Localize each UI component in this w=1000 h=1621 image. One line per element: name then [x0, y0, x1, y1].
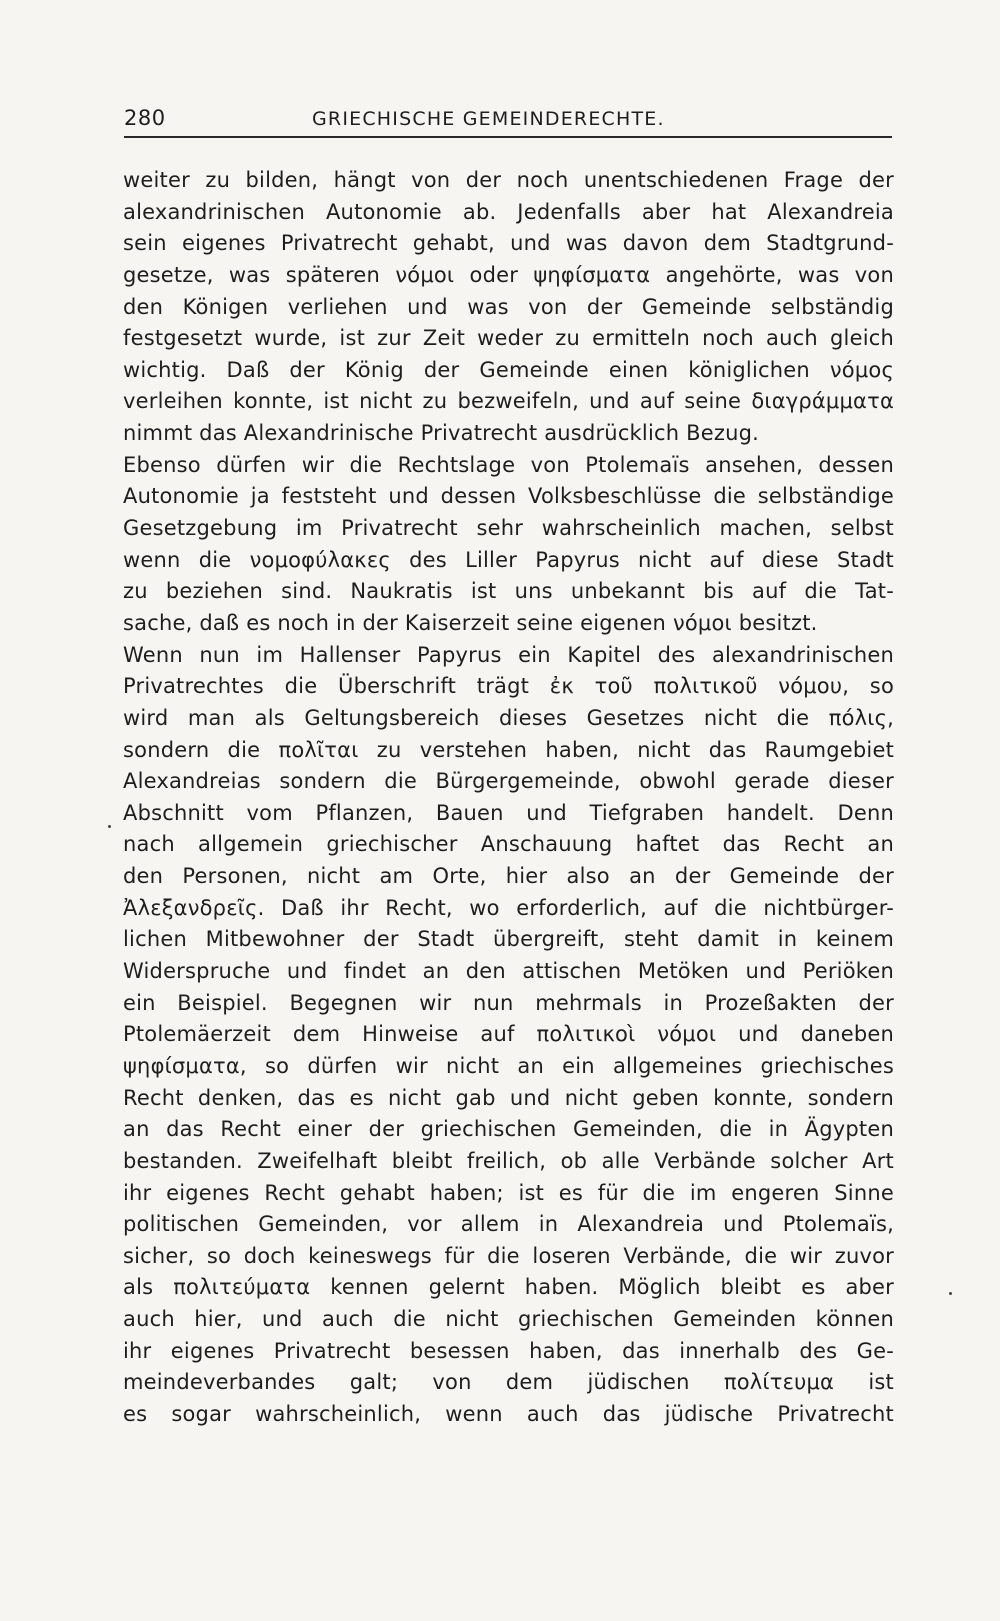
text-line: sein eigenes Privatrecht gehabt, und was davon dem Stadtgrund- [123, 231, 894, 256]
text-line: Abschnitt vom Pflanzen, Bauen und Tiefgraben handelt. Denn [123, 800, 894, 825]
text-line: Recht denken, das es nicht gab und nicht geben konnte, sondern [123, 1085, 894, 1110]
text-line: auch hier, und auch die nicht griechischen Gemeinden können [123, 1307, 894, 1332]
text-line: Gesetzgebung im Privatrecht sehr wahrscheinlich machen, selbst [123, 516, 894, 541]
text-line: nimmt das Alexandrinische Privatrecht ausdrücklich Bezug. [123, 421, 759, 446]
text-line: politischen Gemeinden, vor allem in Alexandreia und Ptolemaïs, [123, 1212, 894, 1237]
margin-speck [949, 1292, 952, 1295]
text-line: an das Recht einer der griechischen Gemeinden, die in Ägypten [123, 1117, 894, 1142]
text-line: bestanden. Zweifelhaft bleibt freilich, ob alle Verbände solcher Art [123, 1148, 894, 1173]
text-line: wenn die νομοφύλακες des Liller Papyrus nicht auf diese Stadt [123, 547, 894, 572]
text-line: sache, daß es noch in der Kaiserzeit seine eigenen νόμοι besitzt. [123, 610, 818, 635]
text-line: als πολιτεύματα kennen gelernt haben. Möglich bleibt es aber [123, 1275, 894, 1300]
text-line: es sogar wahrscheinlich, wenn auch das jüdische Privatrecht [123, 1401, 894, 1426]
text-line: nach allgemein griechischer Anschauung haftet das Recht an [123, 832, 894, 857]
header-rule [124, 136, 892, 138]
text-line: ihr eigenes Recht gehabt haben; ist es für die im engeren Sinne [123, 1180, 894, 1205]
text-line: den Personen, nicht am Orte, hier also an der Gemeinde der [123, 864, 894, 889]
text-line: sondern die πολῖται zu verstehen haben, nicht das Raumgebiet [123, 737, 894, 762]
text-line: wird man als Geltungsbereich dieses Gesetzes nicht die πόλις, [123, 705, 894, 730]
text-line: Ptolemäerzeit dem Hinweise auf πολιτικοὶ νόμοι und daneben [123, 1022, 894, 1047]
text-line: Wenn nun im Hallenser Papyrus ein Kapitel des alexandrinischen [123, 642, 894, 667]
text-line: ein Beispiel. Begegnen wir nun mehrmals in Prozeßakten der [123, 990, 894, 1015]
text-line: zu beziehen sind. Naukratis ist uns unbekannt bis auf die Tat- [123, 579, 894, 604]
margin-speck [108, 825, 111, 828]
text-line: meindeverbandes galt; von dem jüdischen πολίτευμα ist [123, 1370, 894, 1395]
text-line: gesetze, was späteren νόμοι oder ψηφίσματα angehörte, was von [123, 262, 894, 287]
text-line: lichen Mitbewohner der Stadt übergreift, steht damit in keinem [123, 927, 894, 952]
text-line: ihr eigenes Privatrecht besessen haben, das innerhalb des Ge- [123, 1338, 894, 1363]
text-line: Alexandreias sondern die Bürgergemeinde, obwohl gerade dieser [123, 769, 894, 794]
page-header [124, 106, 892, 134]
text-line: festgesetzt wurde, ist zur Zeit weder zu ermitteln noch auch gleich [123, 326, 894, 351]
text-line: Ἀλεξανδρεῖς. Daß ihr Recht, wo erforderlich, auf die nichtbürger- [123, 895, 894, 920]
text-line: Autonomie ja feststeht und dessen Volksbeschlüsse die selbständige [123, 484, 894, 509]
text-line: den Königen verliehen und was von der Gemeinde selbständig [123, 294, 894, 319]
text-line: Privatrechtes die Überschrift trägt ἐκ τοῦ πολιτικοῦ νόμου, so [123, 674, 894, 699]
text-line: weiter zu bilden, hängt von der noch unentschiedenen Frage der [123, 168, 894, 192]
text-line: verleihen konnte, ist nicht zu bezweifeln, und auf seine διαγράμματα [123, 389, 894, 414]
text-line: Ebenso dürfen wir die Rechtslage von Ptolemaïs ansehen, dessen [123, 452, 894, 477]
body-text [123, 165, 894, 1431]
text-line: ψηφίσματα, so dürfen wir nicht an ein allgemeines griechisches [123, 1053, 894, 1078]
page-number: 280 [124, 106, 166, 130]
text-line: sicher, so doch keineswegs für die loseren Verbände, die wir zuvor [123, 1243, 894, 1268]
text-line: wichtig. Daß der König der Gemeinde einen königlichen νόμος [123, 357, 894, 382]
running-title: GRIECHISCHE GEMEINDERECHTE. [312, 108, 665, 130]
text-line: Widerspruche und findet an den attischen Metöken und Periöken [123, 959, 894, 984]
text-line: alexandrinischen Autonomie ab. Jedenfalls aber hat Alexandreia [123, 199, 894, 224]
